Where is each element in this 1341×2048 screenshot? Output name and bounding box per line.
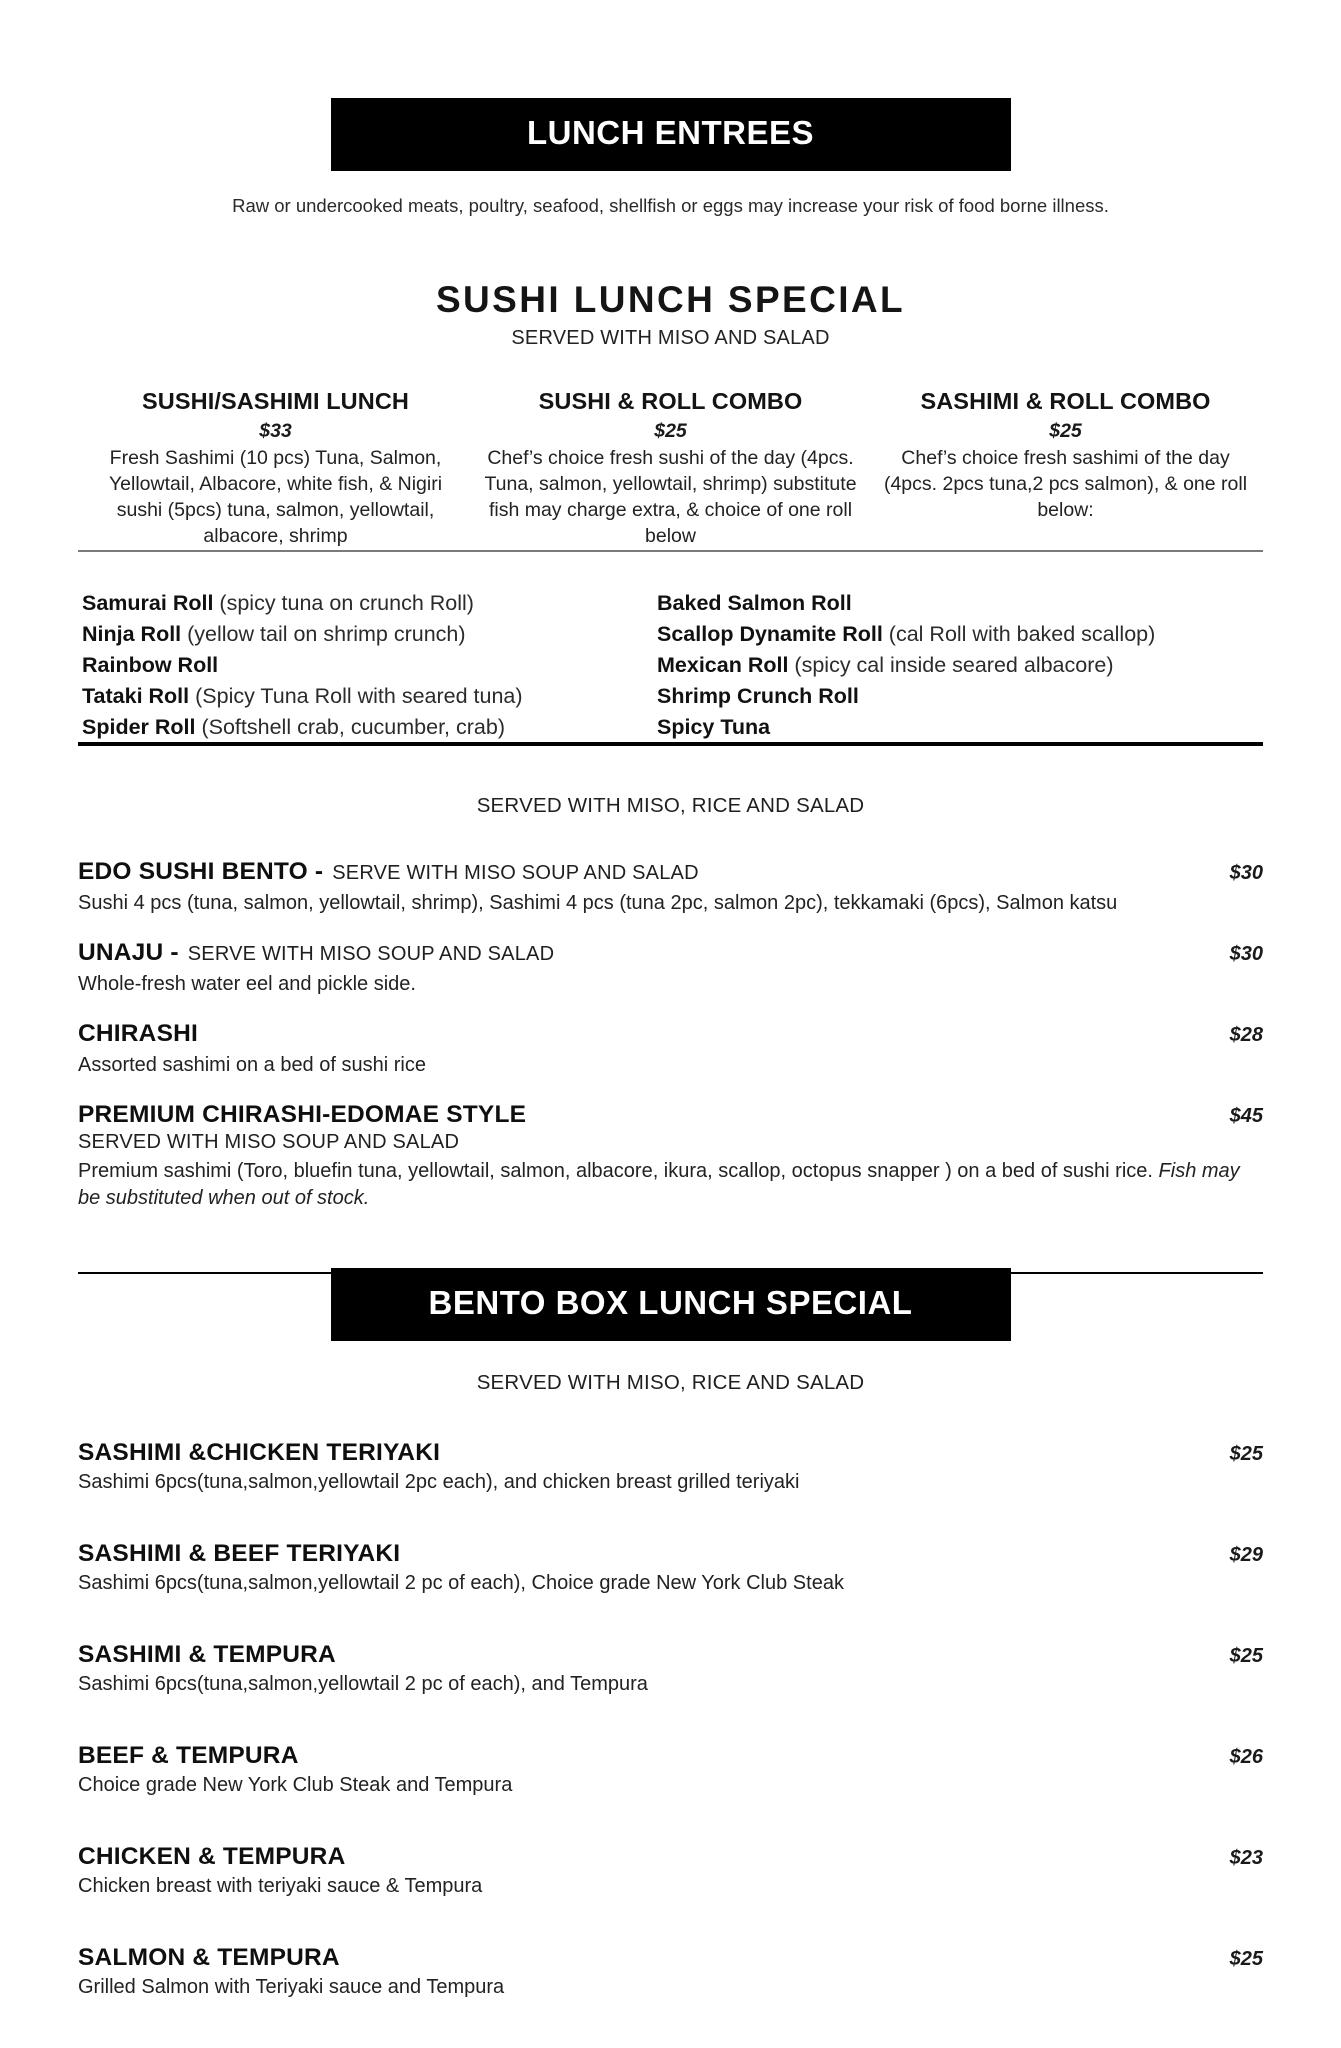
combo-description: Chef’s choice fresh sushi of the day (4pcs. Tuna, salmon, yellowtail, shrimp) substitute fish may charge extra, & choice of one roll below [484, 447, 857, 547]
roll-description: (yellow tail on shrimp crunch) [187, 621, 466, 646]
bento-header [78, 1944, 1263, 1972]
entree-title-wrap [78, 1020, 198, 1048]
roll-column-left [82, 588, 657, 743]
entree-title: UNAJU - [78, 939, 179, 967]
bento-description: Sashimi 6pcs(tuna,salmon,yellowtail 2 pc of each), Choice grade New York Club Steak [78, 1572, 844, 1595]
bento-served-note: SERVED WITH MISO, RICE AND SALAD [476, 1371, 865, 1395]
roll-item [657, 681, 1257, 712]
combo-name: SUSHI/SASHIMI LUNCH [142, 388, 409, 414]
roll-item [82, 619, 657, 650]
combo-price: $25 [1049, 420, 1082, 442]
bento-item-sashimi-chicken-teriyaki [78, 1439, 1263, 1494]
roll-column-right [657, 588, 1257, 743]
roll-item [82, 650, 657, 681]
lunch-entrees-banner-wrap [78, 0, 1263, 171]
bento-item-sashimi-tempura [78, 1641, 1263, 1696]
entree-description: Sushi 4 pcs (tuna, salmon, yellowtail, shrimp), Sashimi 4 pcs (tuna 2pc, salmon 2pc), tekkamaki (6pcs), Salmon katsu [78, 892, 1118, 915]
entree-title-wrap [78, 939, 554, 967]
bento-title: SASHIMI & BEEF TERIYAKI [78, 1540, 401, 1568]
roll-name: Mexican Roll [657, 652, 789, 677]
roll-name: Ninja Roll [82, 621, 182, 646]
entree-description [78, 1158, 1263, 1212]
entree-price: $30 [1229, 943, 1263, 966]
roll-name: Tataki Roll [82, 683, 190, 708]
entree-header [78, 858, 1263, 886]
entree-header [78, 1020, 1263, 1048]
combo-name: SASHIMI & ROLL COMBO [920, 388, 1211, 414]
bento-header [78, 1540, 1263, 1568]
bento-description: Choice grade New York Club Steak and Tempura [78, 1774, 513, 1797]
bento-item-sashimi-beef-teriyaki [78, 1540, 1263, 1595]
entree-item-edo-sushi-bento [78, 858, 1263, 917]
roll-choices [78, 588, 1263, 743]
bento-item-beef-tempura [78, 1742, 1263, 1797]
combo-name: SUSHI & ROLL COMBO [538, 388, 803, 414]
bento-description: Sashimi 6pcs(tuna,salmon,yellowtail 2 pc of each), and Tempura [78, 1673, 648, 1696]
bento-title: SALMON & TEMPURA [78, 1944, 340, 1972]
entree-title: CHIRASHI [78, 1020, 199, 1048]
roll-name: Shrimp Crunch Roll [657, 683, 859, 708]
bento-title: SASHIMI & TEMPURA [78, 1641, 336, 1669]
roll-description: (spicy tuna on crunch Roll) [219, 590, 474, 615]
entree-title: EDO SUSHI BENTO - [78, 858, 324, 886]
entree-description: Assorted sashimi on a bed of sushi rice [78, 1054, 426, 1077]
bento-header [78, 1843, 1263, 1871]
bento-header [78, 1641, 1263, 1669]
bento-items-list [78, 1439, 1263, 1999]
entree-title-wrap [78, 858, 699, 886]
roll-item [657, 650, 1257, 681]
roll-name: Spider Roll [82, 714, 196, 739]
combo-columns [78, 388, 1263, 550]
entree-price: $28 [1229, 1024, 1263, 1047]
roll-item [657, 712, 1257, 743]
combo-description: Fresh Sashimi (10 pcs) Tuna, Salmon, Yellowtail, Albacore, white fish, & Nigiri sushi (5pcs) tuna, salmon, yellowtail, albacore, shrimp [108, 447, 443, 547]
bento-header [78, 1439, 1263, 1467]
bento-item-chicken-tempura [78, 1843, 1263, 1898]
bento-description: Chicken breast with teriyaki sauce & Tempura [78, 1875, 483, 1898]
bento-price: $25 [1229, 1948, 1263, 1971]
roll-description: (Spicy Tuna Roll with seared tuna) [195, 683, 523, 708]
entree-item-unaju [78, 939, 1263, 998]
bento-banner-wrap [78, 1268, 1263, 1341]
bento-price: $23 [1229, 1847, 1263, 1870]
roll-description: (cal Roll with baked scallop) [888, 621, 1156, 646]
roll-item [82, 588, 657, 619]
sushi-lunch-special-subtitle: SERVED WITH MISO AND SALAD [511, 327, 830, 349]
entree-qualifier: SERVE WITH MISO SOUP AND SALAD [187, 943, 555, 966]
divider-thick-below-rolls [78, 742, 1263, 746]
bento-title: SASHIMI &CHICKEN TERIYAKI [78, 1439, 441, 1467]
entree-description: Whole-fresh water eel and pickle side. [78, 973, 416, 996]
bento-description: Grilled Salmon with Teriyaki sauce and Tempura [78, 1976, 505, 1999]
entree-item-premium-chirashi [78, 1101, 1263, 1212]
roll-description: (spicy cal inside seared albacore) [794, 652, 1114, 677]
roll-name: Scallop Dynamite Roll [657, 621, 883, 646]
sushi-lunch-special-title: SUSHI LUNCH SPECIAL [435, 279, 906, 320]
roll-name: Spicy Tuna [657, 714, 771, 739]
entree-title-wrap [78, 1101, 526, 1129]
entrees-served-note: SERVED WITH MISO, RICE AND SALAD [476, 794, 865, 818]
roll-name: Rainbow Roll [82, 652, 219, 677]
roll-item [82, 681, 657, 712]
bento-title: BEEF & TEMPURA [78, 1742, 299, 1770]
combo-description: Chef’s choice fresh sashimi of the day (4pcs. 2pcs tuna,2 pcs salmon), & one roll below: [883, 447, 1248, 521]
roll-item [657, 588, 1257, 619]
combo-column-sushi-roll-combo [473, 388, 868, 550]
entree-item-chirashi [78, 1020, 1263, 1079]
entree-price: $45 [1229, 1105, 1263, 1128]
combo-price: $25 [654, 420, 687, 442]
bento-title: CHICKEN & TEMPURA [78, 1843, 346, 1871]
entree-header [78, 1101, 1263, 1129]
entree-title: PREMIUM CHIRASHI-EDOMAE STYLE [78, 1101, 527, 1129]
food-safety-disclaimer: Raw or undercooked meats, poultry, seafood, shellfish or eggs may increase your risk of food borne illness. [232, 195, 1109, 216]
bento-description: Sashimi 6pcs(tuna,salmon,yellowtail 2pc each), and chicken breast grilled teriyaki [78, 1471, 800, 1494]
lunch-entrees-banner: LUNCH ENTREES [331, 98, 1011, 171]
bento-price: $26 [1229, 1746, 1263, 1769]
entree-qualifier: SERVE WITH MISO SOUP AND SALAD [332, 862, 699, 885]
bento-item-salmon-tempura [78, 1944, 1263, 1999]
roll-item [657, 619, 1257, 650]
entree-price: $30 [1229, 862, 1263, 885]
roll-item [82, 712, 657, 743]
entree-description-text: Premium sashimi (Toro, bluefin tuna, yellowtail, salmon, albacore, ikura, scallop, octopus snapper ) on a bed of sushi rice. [78, 1160, 1159, 1183]
bento-price: $29 [1229, 1544, 1263, 1567]
combo-price: $33 [259, 420, 292, 442]
bento-price: $25 [1229, 1645, 1263, 1668]
combo-column-sushi-sashimi-lunch [78, 388, 473, 550]
bento-price: $25 [1229, 1443, 1263, 1466]
roll-description: (Softshell crab, cucumber, crab) [201, 714, 505, 739]
divider-thin-above-rolls [78, 550, 1263, 552]
roll-name: Baked Salmon Roll [657, 590, 852, 615]
bento-header [78, 1742, 1263, 1770]
entrees-list [78, 858, 1263, 1212]
entree-subtitle: SERVED WITH MISO SOUP AND SALAD [78, 1131, 460, 1154]
entree-header [78, 939, 1263, 967]
roll-name: Samurai Roll [82, 590, 214, 615]
entree-description-note: Fish may be substituted when out of stock. [78, 1160, 1240, 1210]
combo-column-sashimi-roll-combo [868, 388, 1263, 550]
bento-box-lunch-special-banner: BENTO BOX LUNCH SPECIAL [331, 1268, 1011, 1341]
